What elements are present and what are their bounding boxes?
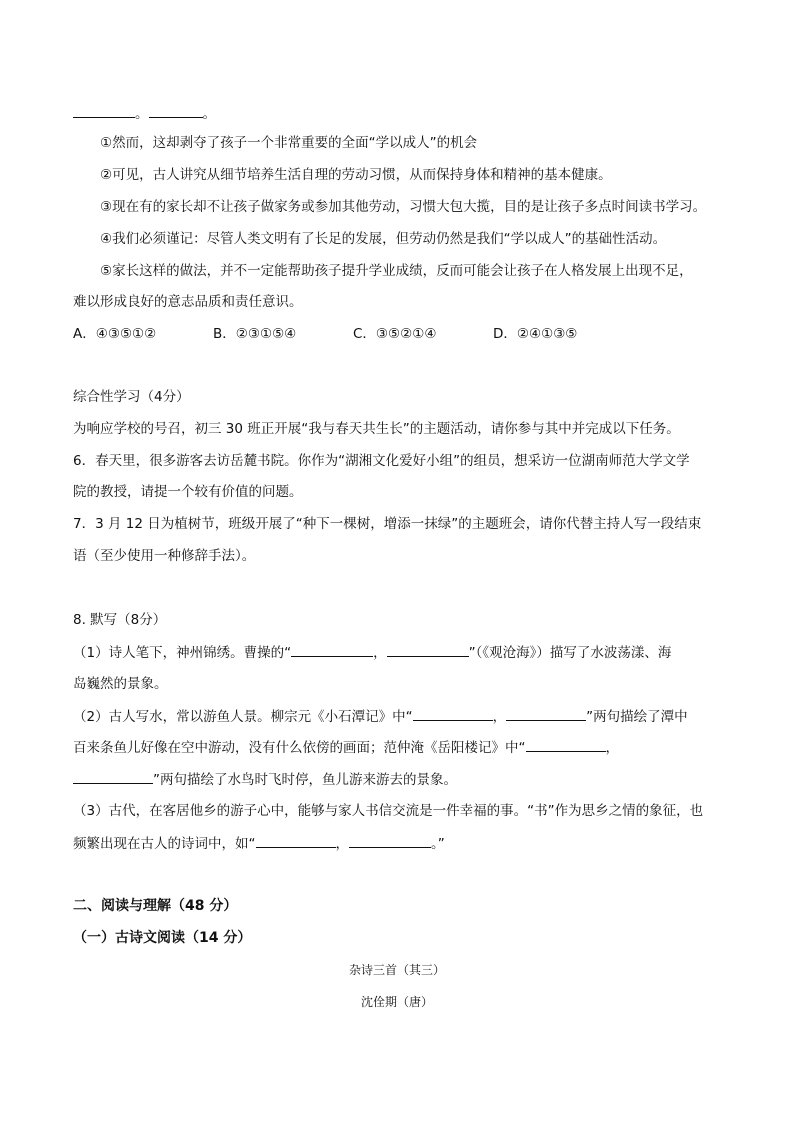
sentence-3: ③现在有的家长却不让孩子做家务或参加其他劳动，习惯大包大揽，目的是让孩子多点时间读书学习。 [100, 199, 707, 215]
question-7-cont: 语（至少使用一种修辞手法）。 [73, 548, 256, 564]
answer-blank[interactable] [506, 706, 586, 721]
question-6: 6．春天里，很多游客去访岳麓书院。你作为“湖湘文化爱好小组”的组员，想采访一位湖南师范大学文学 [73, 453, 690, 469]
sentence-4: ④我们必须谨记：尽管人类文明有了长足的发展，但劳动仍然是我们“学以成人”的基础性活动。 [100, 231, 667, 247]
section-title-reading: 二、阅读与理解（48 分） [73, 898, 238, 914]
answer-blank[interactable] [291, 642, 373, 657]
comprehensive-intro: 为响应学校的号召，初三 30 班正开展“我与春天共生长”的主题活动，请你参与其中并完成以下任务。 [73, 421, 680, 437]
answer-blank[interactable] [349, 833, 431, 848]
answer-blank[interactable] [526, 737, 606, 752]
period: 。 [135, 106, 149, 122]
subsection-title-poetry: （一）古诗文阅读（14 分） [73, 930, 252, 946]
dictation-item-2: （2）古人写水，常以游鱼人景。柳宗元《小石潭记》中“ ， ”两句描绘了潭中 [73, 706, 688, 727]
question-6-cont: 院的教授，请提一个较有价值的问题。 [73, 484, 303, 500]
dictation-item-3-cont: 频繁出现在古人的诗词中，如“ ， 。” [73, 833, 445, 854]
section-title-dictation: 8. 默写（8分） [73, 612, 167, 628]
poem-author: 沈佺期（唐） [360, 995, 433, 1009]
dictation-item-2-cont: 百来条鱼儿好像在空中游动，没有什么依傍的画面；范仲淹《岳阳楼记》中“ ， [73, 737, 619, 758]
option-c[interactable]: C．③⑤②①④ [353, 326, 437, 342]
option-b[interactable]: B．②③①⑤④ [213, 326, 297, 342]
dictation-item-1-cont: 岛巍然的景象。 [73, 676, 168, 692]
poem-title: 杂诗三首（其三） [348, 963, 445, 977]
answer-blank[interactable] [149, 103, 203, 118]
answer-blank[interactable] [73, 769, 153, 784]
choice-options [73, 324, 577, 344]
sentence-2: ②可见，古人讲究从细节培养生活自理的劳动习惯，从而保持身体和精神的基本健康。 [100, 167, 612, 183]
sentence-5-cont: 难以形成良好的意志品质和责任意识。 [73, 294, 303, 310]
dictation-item-3: （3）古代，在客居他乡的游子心中，能够与家人书信交流是一件幸福的事。“书”作为思乡之情的象征，也 [73, 803, 704, 819]
answer-blank[interactable] [413, 706, 493, 721]
dictation-item-2-cont2: ”两句描绘了水鸟时飞时停，鱼儿游来游去的景象。 [73, 769, 457, 790]
question-7: 7．3 月 12 日为植树节，班级开展了“种下一棵树，增添一抹绿”的主题班会，请你代替主持人写一段结束 [73, 516, 702, 532]
answer-blanks-line [73, 103, 216, 124]
dictation-item-1: （1）诗人笔下，神州锦绣。曹操的“ ， ”（《观沧海》）描写了水波荡漾、海 [73, 642, 671, 663]
sentence-5: ⑤家长这样的做法，并不一定能帮助孩子提升学业成绩，反而可能会让孩子在人格发展上出现不足， [100, 263, 693, 279]
period: 。 [202, 106, 216, 122]
answer-blank[interactable] [387, 642, 469, 657]
option-d[interactable]: D．②④①③⑤ [493, 326, 578, 342]
sentence-1: ①然而，这却剥夺了孩子一个非常重要的全面“学以成人”的机会 [100, 135, 478, 151]
section-title-comprehensive: 综合性学习（4分） [73, 389, 190, 405]
answer-blank[interactable] [73, 103, 135, 118]
answer-blank[interactable] [256, 833, 336, 848]
option-a[interactable]: A．④③⑤①② [73, 326, 157, 342]
